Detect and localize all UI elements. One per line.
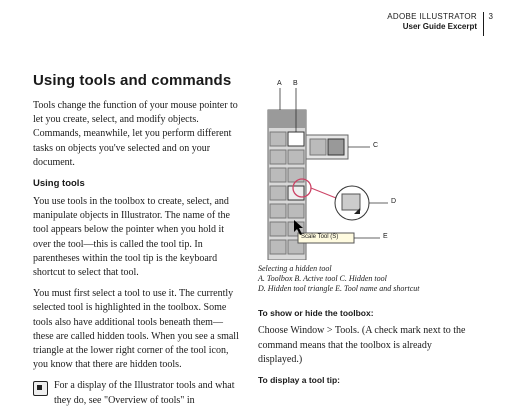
caption-line-2: D. Hidden tool triangle E. Tool name and shortcut: [258, 284, 420, 293]
tools-paragraph-1: You use tools in the toolbox to create, select, and manipulate objects in Illustrator. The name of the tool appears below the pointer when you hold it over the tool—this is called the tool tip. In parentheses within the tool tip is the keyboard shortcut to select that tool.: [33, 196, 230, 279]
show-hide-paragraph: Choose Window > Tools. (A check mark next to the command means that the toolbox is already displayed.): [258, 325, 466, 365]
tool-tip-heading: To display a tool tip:: [258, 374, 341, 385]
tool-tip-text: Scale Tool (S): [301, 234, 339, 240]
callout-c: C: [373, 142, 379, 149]
note-text: For a display of the Illustrator tools and what they do, see "Overview of tools" in: [54, 380, 235, 406]
side-column: [258, 80, 473, 391]
active-tool-icon: [288, 132, 304, 146]
intro-paragraph: Tools change the function of your mouse pointer to let you create, select, and modify objects. Commands, meanwhile, let you perform different tasks on objects you've selected and on your document.: [33, 100, 238, 168]
tools-paragraph-2: You must first select a tool to use it. The currently selected tool is highlighted in the toolbox. Some tools also have additional tools beneath them—these are called hidden tools. When you see a small triangle at the lower right corner of the tool icon, you know that there are hidden tools.: [33, 288, 239, 371]
page-number: 3: [483, 12, 493, 36]
show-hide-heading: To show or hide the toolbox:: [258, 308, 374, 318]
toolbox-illustration: [258, 80, 473, 260]
page-title: Using tools and commands: [33, 72, 232, 89]
header-app-name: ADOBE ILLUSTRATOR: [387, 12, 477, 21]
section-heading: Using tools: [33, 178, 85, 190]
caption-title: Selecting a hidden tool: [258, 264, 332, 273]
callout-d: D: [391, 198, 397, 205]
note-icon: [33, 381, 48, 396]
callout-a: A: [277, 80, 282, 87]
callout-e: E: [383, 233, 388, 240]
note: [33, 379, 243, 407]
caption-line-1: A. Toolbox B. Active tool C. Hidden tool: [258, 274, 387, 283]
toolbox-figure: [258, 80, 473, 260]
header-subtitle: User Guide Excerpt: [402, 22, 477, 31]
callout-b: B: [293, 80, 298, 87]
running-header: [387, 12, 493, 32]
main-column: [33, 72, 243, 408]
toolbox-header: [268, 110, 306, 128]
figure-caption: [258, 264, 473, 294]
